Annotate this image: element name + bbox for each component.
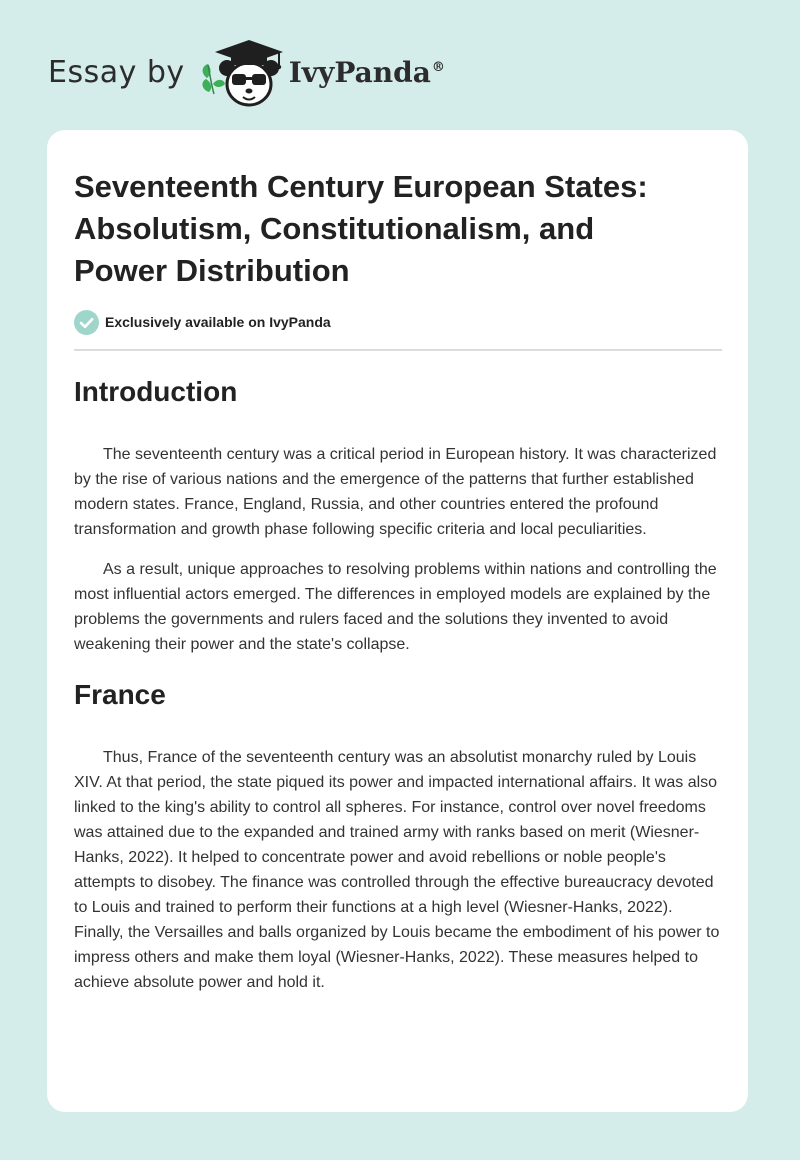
registered-mark: ® <box>431 60 445 76</box>
essay-card <box>47 130 748 1112</box>
section-heading: France <box>74 679 166 710</box>
paragraph: Thus, France of the seventeenth century was an absolutist monarchy ruled by Louis XIV. At that period, the state piqued its power and impacted international affairs. It was also linked to the king's ability to control all spheres. For instance, control over novel freedoms was attained due to the expanded and trained army with ranks based on merit (Wiesner-Hanks, 2022). It helped to concentrate power and avoid rebellions or noble people's attempts to disobey. The finance was controlled through the effective bureaucracy devoted to Louis and trained to perform their functions at a high level (Wiesner-Hanks, 2022). Finally, the Versailles and balls organized by Louis became the embodiment of his power to impress others and make them loyal (Wiesner-Hanks, 2022). These measures helped to achieve absolute power and hold it. <box>74 749 720 991</box>
brand-prefix: Essay by <box>48 54 185 90</box>
section-france <box>74 678 722 995</box>
paragraph: The seventeenth century was a critical period in European history. It was characterized by the rise of various nations and the emergence of the patterns that further established modern states. France, England, Russia, and other countries entered the profound transformation and growth phase following specific criteria and local peculiarities. <box>74 446 717 538</box>
exclusive-badge-text: Exclusively available on IvyPanda <box>105 314 331 330</box>
site-header <box>48 34 445 110</box>
title-divider <box>74 349 722 351</box>
brand-name-text: IvyPanda <box>288 55 431 89</box>
check-circle-icon <box>74 310 99 335</box>
paragraph: As a result, unique approaches to resolving problems within nations and controlling the most influential actors emerged. The differences in employed models are explained by the problems the governments and rulers faced and the solutions they invented to avoid weakening their power and the state's collapse. <box>74 561 717 653</box>
exclusive-badge <box>74 309 722 335</box>
brand-name[interactable] <box>289 56 445 89</box>
panda-graduate-logo-icon[interactable] <box>197 34 285 110</box>
section-heading: Introduction <box>74 376 238 407</box>
page-title: Seventeenth Century European States: Absolutism, Constitutionalism, and Power Distribution <box>74 169 648 288</box>
section-introduction <box>74 375 722 657</box>
